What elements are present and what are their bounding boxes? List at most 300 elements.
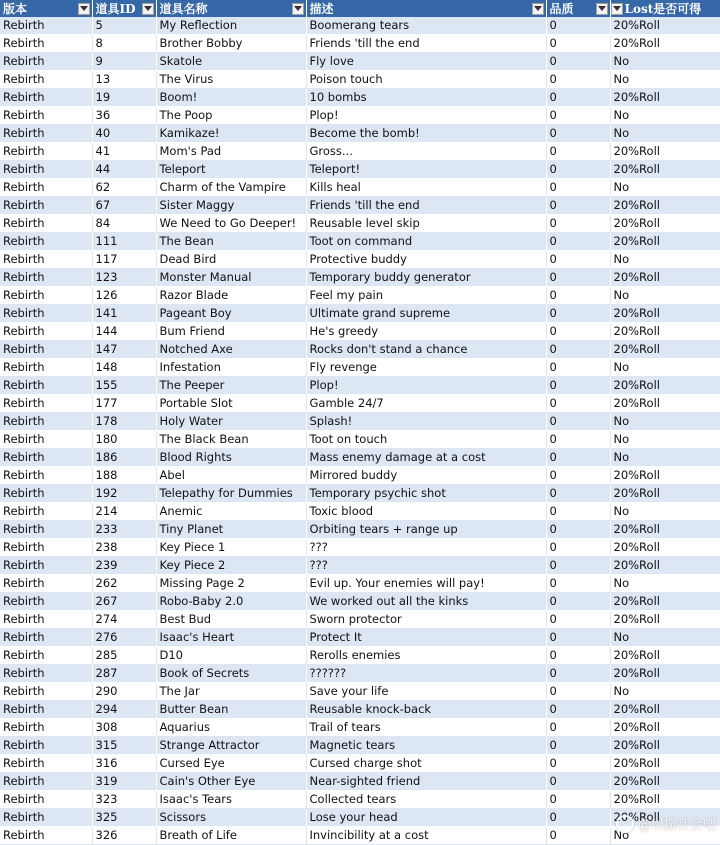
cell-item-id[interactable]: 123 bbox=[92, 269, 156, 287]
cell-version[interactable]: Rebirth bbox=[0, 215, 92, 233]
cell-item-id[interactable]: 177 bbox=[92, 395, 156, 413]
cell-quality[interactable]: 0 bbox=[546, 737, 610, 755]
cell-item-name[interactable]: Aquarius bbox=[156, 719, 306, 737]
cell-item-name[interactable]: Book of Secrets bbox=[156, 665, 306, 683]
cell-version[interactable]: Rebirth bbox=[0, 539, 92, 557]
cell-lost-available[interactable]: No bbox=[610, 629, 720, 647]
cell-lost-available[interactable]: 20%Roll bbox=[610, 809, 720, 827]
cell-lost-available[interactable]: 20%Roll bbox=[610, 377, 720, 395]
cell-item-id[interactable]: 267 bbox=[92, 593, 156, 611]
cell-quality[interactable]: 0 bbox=[546, 107, 610, 125]
cell-description[interactable]: Become the bomb! bbox=[306, 125, 546, 143]
filter-dropdown-icon[interactable] bbox=[142, 3, 154, 15]
cell-description[interactable]: Plop! bbox=[306, 107, 546, 125]
cell-item-id[interactable]: 41 bbox=[92, 143, 156, 161]
cell-lost-available[interactable]: 20%Roll bbox=[610, 719, 720, 737]
table-row[interactable] bbox=[0, 197, 720, 215]
cell-description[interactable]: ??? bbox=[306, 539, 546, 557]
cell-description[interactable]: Plop! bbox=[306, 377, 546, 395]
cell-version[interactable]: Rebirth bbox=[0, 665, 92, 683]
cell-item-id[interactable]: 155 bbox=[92, 377, 156, 395]
cell-item-id[interactable]: 178 bbox=[92, 413, 156, 431]
cell-item-id[interactable]: 44 bbox=[92, 161, 156, 179]
cell-version[interactable]: Rebirth bbox=[0, 179, 92, 197]
table-row[interactable] bbox=[0, 665, 720, 683]
cell-version[interactable]: Rebirth bbox=[0, 755, 92, 773]
cell-item-id[interactable]: 325 bbox=[92, 809, 156, 827]
cell-quality[interactable]: 0 bbox=[546, 215, 610, 233]
table-row[interactable] bbox=[0, 593, 720, 611]
cell-version[interactable]: Rebirth bbox=[0, 305, 92, 323]
cell-item-id[interactable]: 9 bbox=[92, 53, 156, 71]
cell-item-name[interactable]: The Jar bbox=[156, 683, 306, 701]
cell-item-id[interactable]: 285 bbox=[92, 647, 156, 665]
cell-description[interactable]: Lose your head bbox=[306, 809, 546, 827]
table-row[interactable] bbox=[0, 737, 720, 755]
cell-item-id[interactable]: 186 bbox=[92, 449, 156, 467]
cell-item-name[interactable]: Portable Slot bbox=[156, 395, 306, 413]
cell-quality[interactable]: 0 bbox=[546, 413, 610, 431]
cell-description[interactable]: Evil up. Your enemies will pay! bbox=[306, 575, 546, 593]
cell-item-name[interactable]: Dead Bird bbox=[156, 251, 306, 269]
cell-item-id[interactable]: 316 bbox=[92, 755, 156, 773]
cell-item-name[interactable]: The Black Bean bbox=[156, 431, 306, 449]
cell-lost-available[interactable]: 20%Roll bbox=[610, 521, 720, 539]
cell-version[interactable]: Rebirth bbox=[0, 521, 92, 539]
cell-lost-available[interactable]: No bbox=[610, 683, 720, 701]
cell-lost-available[interactable]: 20%Roll bbox=[610, 341, 720, 359]
cell-version[interactable]: Rebirth bbox=[0, 269, 92, 287]
table-row[interactable] bbox=[0, 755, 720, 773]
table-row[interactable] bbox=[0, 827, 720, 845]
cell-item-name[interactable]: Boom! bbox=[156, 89, 306, 107]
table-row[interactable] bbox=[0, 71, 720, 89]
cell-lost-available[interactable]: 20%Roll bbox=[610, 89, 720, 107]
cell-description[interactable]: 10 bombs bbox=[306, 89, 546, 107]
cell-lost-available[interactable]: No bbox=[610, 179, 720, 197]
cell-item-id[interactable]: 40 bbox=[92, 125, 156, 143]
cell-item-id[interactable]: 287 bbox=[92, 665, 156, 683]
cell-item-name[interactable]: Key Piece 2 bbox=[156, 557, 306, 575]
cell-version[interactable]: Rebirth bbox=[0, 611, 92, 629]
cell-lost-available[interactable]: No bbox=[610, 449, 720, 467]
cell-item-name[interactable]: The Virus bbox=[156, 71, 306, 89]
cell-lost-available[interactable]: 20%Roll bbox=[610, 665, 720, 683]
cell-quality[interactable]: 0 bbox=[546, 395, 610, 413]
table-row[interactable] bbox=[0, 305, 720, 323]
cell-item-id[interactable]: 274 bbox=[92, 611, 156, 629]
cell-description[interactable]: ??? bbox=[306, 557, 546, 575]
cell-version[interactable]: Rebirth bbox=[0, 287, 92, 305]
cell-item-name[interactable]: We Need to Go Deeper! bbox=[156, 215, 306, 233]
cell-version[interactable]: Rebirth bbox=[0, 107, 92, 125]
cell-item-name[interactable]: Infestation bbox=[156, 359, 306, 377]
cell-item-name[interactable]: Teleport bbox=[156, 161, 306, 179]
cell-version[interactable]: Rebirth bbox=[0, 593, 92, 611]
filter-dropdown-icon[interactable] bbox=[292, 3, 304, 15]
table-row[interactable] bbox=[0, 467, 720, 485]
cell-item-name[interactable]: Kamikaze! bbox=[156, 125, 306, 143]
cell-quality[interactable]: 0 bbox=[546, 89, 610, 107]
cell-item-id[interactable]: 214 bbox=[92, 503, 156, 521]
table-row[interactable] bbox=[0, 647, 720, 665]
cell-version[interactable]: Rebirth bbox=[0, 251, 92, 269]
table-row[interactable] bbox=[0, 809, 720, 827]
filter-dropdown-icon[interactable] bbox=[596, 3, 608, 15]
cell-description[interactable]: Reusable knock-back bbox=[306, 701, 546, 719]
cell-lost-available[interactable]: 20%Roll bbox=[610, 215, 720, 233]
cell-item-name[interactable]: Bum Friend bbox=[156, 323, 306, 341]
table-row[interactable] bbox=[0, 611, 720, 629]
table-row[interactable] bbox=[0, 359, 720, 377]
cell-item-name[interactable]: Skatole bbox=[156, 53, 306, 71]
cell-lost-available[interactable]: No bbox=[610, 125, 720, 143]
table-row[interactable] bbox=[0, 539, 720, 557]
cell-item-id[interactable]: 319 bbox=[92, 773, 156, 791]
cell-version[interactable]: Rebirth bbox=[0, 809, 92, 827]
cell-lost-available[interactable]: 20%Roll bbox=[610, 593, 720, 611]
cell-item-name[interactable]: Key Piece 1 bbox=[156, 539, 306, 557]
cell-lost-available[interactable]: 20%Roll bbox=[610, 737, 720, 755]
table-row[interactable] bbox=[0, 287, 720, 305]
cell-item-name[interactable]: Mom's Pad bbox=[156, 143, 306, 161]
cell-item-name[interactable]: Sister Maggy bbox=[156, 197, 306, 215]
cell-quality[interactable]: 0 bbox=[546, 521, 610, 539]
cell-version[interactable]: Rebirth bbox=[0, 395, 92, 413]
cell-version[interactable]: Rebirth bbox=[0, 449, 92, 467]
cell-lost-available[interactable]: 20%Roll bbox=[610, 773, 720, 791]
cell-quality[interactable]: 0 bbox=[546, 251, 610, 269]
cell-description[interactable]: Mass enemy damage at a cost bbox=[306, 449, 546, 467]
cell-version[interactable]: Rebirth bbox=[0, 701, 92, 719]
cell-lost-available[interactable]: 20%Roll bbox=[610, 143, 720, 161]
cell-item-id[interactable]: 117 bbox=[92, 251, 156, 269]
cell-item-id[interactable]: 323 bbox=[92, 791, 156, 809]
cell-lost-available[interactable]: No bbox=[610, 71, 720, 89]
table-row[interactable] bbox=[0, 521, 720, 539]
cell-item-id[interactable]: 148 bbox=[92, 359, 156, 377]
cell-quality[interactable]: 0 bbox=[546, 611, 610, 629]
filter-dropdown-icon[interactable] bbox=[611, 3, 623, 15]
cell-item-name[interactable]: Scissors bbox=[156, 809, 306, 827]
cell-lost-available[interactable]: No bbox=[610, 107, 720, 125]
cell-lost-available[interactable]: 20%Roll bbox=[610, 35, 720, 53]
table-row[interactable] bbox=[0, 377, 720, 395]
cell-description[interactable]: Friends 'till the end bbox=[306, 35, 546, 53]
cell-description[interactable]: Temporary psychic shot bbox=[306, 485, 546, 503]
cell-quality[interactable]: 0 bbox=[546, 665, 610, 683]
cell-quality[interactable]: 0 bbox=[546, 773, 610, 791]
cell-item-name[interactable]: Blood Rights bbox=[156, 449, 306, 467]
cell-lost-available[interactable]: 20%Roll bbox=[610, 647, 720, 665]
cell-version[interactable]: Rebirth bbox=[0, 53, 92, 71]
cell-version[interactable]: Rebirth bbox=[0, 197, 92, 215]
cell-quality[interactable]: 0 bbox=[546, 593, 610, 611]
cell-item-id[interactable]: 141 bbox=[92, 305, 156, 323]
cell-description[interactable]: Reusable level skip bbox=[306, 215, 546, 233]
table-row[interactable] bbox=[0, 35, 720, 53]
cell-item-name[interactable]: Missing Page 2 bbox=[156, 575, 306, 593]
cell-description[interactable]: Invincibility at a cost bbox=[306, 827, 546, 845]
cell-item-name[interactable]: Isaac's Tears bbox=[156, 791, 306, 809]
cell-version[interactable]: Rebirth bbox=[0, 503, 92, 521]
cell-description[interactable]: Collected tears bbox=[306, 791, 546, 809]
cell-item-name[interactable]: Butter Bean bbox=[156, 701, 306, 719]
cell-item-id[interactable]: 111 bbox=[92, 233, 156, 251]
cell-item-id[interactable]: 19 bbox=[92, 89, 156, 107]
cell-description[interactable]: Near-sighted friend bbox=[306, 773, 546, 791]
cell-item-id[interactable]: 238 bbox=[92, 539, 156, 557]
table-row[interactable] bbox=[0, 161, 720, 179]
cell-lost-available[interactable]: 20%Roll bbox=[610, 323, 720, 341]
table-row[interactable] bbox=[0, 629, 720, 647]
cell-item-name[interactable]: Abel bbox=[156, 467, 306, 485]
table-row[interactable] bbox=[0, 485, 720, 503]
table-row[interactable] bbox=[0, 125, 720, 143]
cell-version[interactable]: Rebirth bbox=[0, 71, 92, 89]
cell-item-name[interactable]: Cain's Other Eye bbox=[156, 773, 306, 791]
cell-description[interactable]: Splash! bbox=[306, 413, 546, 431]
table-row[interactable] bbox=[0, 575, 720, 593]
cell-item-name[interactable]: The Bean bbox=[156, 233, 306, 251]
cell-description[interactable]: Gamble 24/7 bbox=[306, 395, 546, 413]
cell-item-name[interactable]: Pageant Boy bbox=[156, 305, 306, 323]
cell-description[interactable]: Magnetic tears bbox=[306, 737, 546, 755]
table-row[interactable] bbox=[0, 683, 720, 701]
cell-quality[interactable]: 0 bbox=[546, 683, 610, 701]
cell-item-id[interactable]: 180 bbox=[92, 431, 156, 449]
cell-item-name[interactable]: D10 bbox=[156, 647, 306, 665]
cell-quality[interactable]: 0 bbox=[546, 197, 610, 215]
filter-dropdown-icon[interactable] bbox=[532, 3, 544, 15]
cell-version[interactable]: Rebirth bbox=[0, 125, 92, 143]
cell-quality[interactable]: 0 bbox=[546, 359, 610, 377]
cell-description[interactable]: Temporary buddy generator bbox=[306, 269, 546, 287]
cell-item-id[interactable]: 192 bbox=[92, 485, 156, 503]
cell-quality[interactable]: 0 bbox=[546, 755, 610, 773]
table-row[interactable] bbox=[0, 107, 720, 125]
cell-version[interactable]: Rebirth bbox=[0, 35, 92, 53]
cell-description[interactable]: Fly revenge bbox=[306, 359, 546, 377]
filter-dropdown-icon[interactable] bbox=[78, 3, 90, 15]
table-row[interactable] bbox=[0, 701, 720, 719]
cell-description[interactable]: Toot on command bbox=[306, 233, 546, 251]
table-row[interactable] bbox=[0, 179, 720, 197]
table-row[interactable] bbox=[0, 251, 720, 269]
cell-version[interactable]: Rebirth bbox=[0, 323, 92, 341]
cell-version[interactable]: Rebirth bbox=[0, 719, 92, 737]
cell-item-id[interactable]: 5 bbox=[92, 17, 156, 35]
cell-description[interactable]: Teleport! bbox=[306, 161, 546, 179]
cell-lost-available[interactable]: 20%Roll bbox=[610, 395, 720, 413]
cell-item-name[interactable]: Strange Attractor bbox=[156, 737, 306, 755]
cell-version[interactable]: Rebirth bbox=[0, 161, 92, 179]
cell-quality[interactable]: 0 bbox=[546, 467, 610, 485]
cell-lost-available[interactable]: 20%Roll bbox=[610, 611, 720, 629]
cell-lost-available[interactable]: No bbox=[610, 251, 720, 269]
cell-version[interactable]: Rebirth bbox=[0, 683, 92, 701]
cell-item-name[interactable]: Breath of Life bbox=[156, 827, 306, 845]
cell-version[interactable]: Rebirth bbox=[0, 485, 92, 503]
cell-item-id[interactable]: 276 bbox=[92, 629, 156, 647]
cell-item-name[interactable]: Monster Manual bbox=[156, 269, 306, 287]
table-row[interactable] bbox=[0, 431, 720, 449]
cell-item-name[interactable]: Notched Axe bbox=[156, 341, 306, 359]
cell-description[interactable]: We worked out all the kinks bbox=[306, 593, 546, 611]
cell-quality[interactable]: 0 bbox=[546, 557, 610, 575]
cell-version[interactable]: Rebirth bbox=[0, 467, 92, 485]
cell-quality[interactable]: 0 bbox=[546, 287, 610, 305]
table-row[interactable] bbox=[0, 17, 720, 35]
cell-lost-available[interactable]: 20%Roll bbox=[610, 701, 720, 719]
cell-item-id[interactable]: 13 bbox=[92, 71, 156, 89]
table-row[interactable] bbox=[0, 269, 720, 287]
cell-description[interactable]: He's greedy bbox=[306, 323, 546, 341]
cell-lost-available[interactable]: 20%Roll bbox=[610, 233, 720, 251]
cell-quality[interactable]: 0 bbox=[546, 431, 610, 449]
cell-version[interactable]: Rebirth bbox=[0, 143, 92, 161]
cell-quality[interactable]: 0 bbox=[546, 701, 610, 719]
cell-lost-available[interactable]: 20%Roll bbox=[610, 485, 720, 503]
cell-lost-available[interactable]: 20%Roll bbox=[610, 791, 720, 809]
cell-description[interactable]: Ultimate grand supreme bbox=[306, 305, 546, 323]
cell-item-name[interactable]: Telepathy for Dummies bbox=[156, 485, 306, 503]
cell-description[interactable]: Protect It bbox=[306, 629, 546, 647]
cell-lost-available[interactable]: No bbox=[610, 53, 720, 71]
cell-item-id[interactable]: 126 bbox=[92, 287, 156, 305]
cell-description[interactable]: Toot on touch bbox=[306, 431, 546, 449]
cell-quality[interactable]: 0 bbox=[546, 647, 610, 665]
table-row[interactable] bbox=[0, 89, 720, 107]
cell-version[interactable]: Rebirth bbox=[0, 359, 92, 377]
cell-quality[interactable]: 0 bbox=[546, 53, 610, 71]
cell-version[interactable]: Rebirth bbox=[0, 413, 92, 431]
cell-item-name[interactable]: Best Bud bbox=[156, 611, 306, 629]
table-row[interactable] bbox=[0, 449, 720, 467]
cell-item-name[interactable]: Charm of the Vampire bbox=[156, 179, 306, 197]
cell-lost-available[interactable]: 20%Roll bbox=[610, 161, 720, 179]
cell-quality[interactable]: 0 bbox=[546, 503, 610, 521]
cell-version[interactable]: Rebirth bbox=[0, 575, 92, 593]
cell-item-name[interactable]: Robo-Baby 2.0 bbox=[156, 593, 306, 611]
cell-item-id[interactable]: 326 bbox=[92, 827, 156, 845]
cell-lost-available[interactable]: No bbox=[610, 431, 720, 449]
cell-quality[interactable]: 0 bbox=[546, 629, 610, 647]
table-row[interactable] bbox=[0, 719, 720, 737]
cell-item-name[interactable]: Razor Blade bbox=[156, 287, 306, 305]
table-row[interactable] bbox=[0, 341, 720, 359]
cell-lost-available[interactable]: No bbox=[610, 287, 720, 305]
table-row[interactable] bbox=[0, 323, 720, 341]
cell-item-id[interactable]: 84 bbox=[92, 215, 156, 233]
cell-item-id[interactable]: 62 bbox=[92, 179, 156, 197]
cell-item-id[interactable]: 147 bbox=[92, 341, 156, 359]
cell-item-name[interactable]: Tiny Planet bbox=[156, 521, 306, 539]
cell-quality[interactable]: 0 bbox=[546, 809, 610, 827]
cell-quality[interactable]: 0 bbox=[546, 125, 610, 143]
cell-quality[interactable]: 0 bbox=[546, 323, 610, 341]
cell-version[interactable]: Rebirth bbox=[0, 737, 92, 755]
table-row[interactable] bbox=[0, 557, 720, 575]
cell-item-id[interactable]: 144 bbox=[92, 323, 156, 341]
table-row[interactable] bbox=[0, 53, 720, 71]
cell-item-id[interactable]: 36 bbox=[92, 107, 156, 125]
cell-description[interactable]: Rocks don't stand a chance bbox=[306, 341, 546, 359]
cell-quality[interactable]: 0 bbox=[546, 719, 610, 737]
cell-description[interactable]: Sworn protector bbox=[306, 611, 546, 629]
cell-version[interactable]: Rebirth bbox=[0, 233, 92, 251]
cell-version[interactable]: Rebirth bbox=[0, 557, 92, 575]
cell-item-id[interactable]: 67 bbox=[92, 197, 156, 215]
cell-quality[interactable]: 0 bbox=[546, 341, 610, 359]
cell-version[interactable]: Rebirth bbox=[0, 341, 92, 359]
cell-description[interactable]: Orbiting tears + range up bbox=[306, 521, 546, 539]
table-row[interactable] bbox=[0, 233, 720, 251]
cell-item-id[interactable]: 239 bbox=[92, 557, 156, 575]
cell-lost-available[interactable]: 20%Roll bbox=[610, 467, 720, 485]
cell-lost-available[interactable]: No bbox=[610, 575, 720, 593]
cell-lost-available[interactable]: 20%Roll bbox=[610, 557, 720, 575]
cell-description[interactable]: Poison touch bbox=[306, 71, 546, 89]
cell-item-name[interactable]: My Reflection bbox=[156, 17, 306, 35]
cell-item-name[interactable]: Holy Water bbox=[156, 413, 306, 431]
cell-lost-available[interactable]: 20%Roll bbox=[610, 197, 720, 215]
cell-item-name[interactable]: Brother Bobby bbox=[156, 35, 306, 53]
cell-lost-available[interactable]: No bbox=[610, 503, 720, 521]
cell-description[interactable]: Protective buddy bbox=[306, 251, 546, 269]
cell-description[interactable]: Gross... bbox=[306, 143, 546, 161]
cell-quality[interactable]: 0 bbox=[546, 377, 610, 395]
cell-quality[interactable]: 0 bbox=[546, 575, 610, 593]
cell-item-name[interactable]: Anemic bbox=[156, 503, 306, 521]
cell-description[interactable]: Toxic blood bbox=[306, 503, 546, 521]
cell-description[interactable]: Boomerang tears bbox=[306, 17, 546, 35]
cell-description[interactable]: Cursed charge shot bbox=[306, 755, 546, 773]
cell-version[interactable]: Rebirth bbox=[0, 377, 92, 395]
table-row[interactable] bbox=[0, 773, 720, 791]
cell-description[interactable]: Feel my pain bbox=[306, 287, 546, 305]
cell-item-id[interactable]: 290 bbox=[92, 683, 156, 701]
cell-quality[interactable]: 0 bbox=[546, 305, 610, 323]
cell-description[interactable]: Mirrored buddy bbox=[306, 467, 546, 485]
cell-item-name[interactable]: The Peeper bbox=[156, 377, 306, 395]
cell-description[interactable]: ?????? bbox=[306, 665, 546, 683]
cell-version[interactable]: Rebirth bbox=[0, 17, 92, 35]
cell-description[interactable]: Trail of tears bbox=[306, 719, 546, 737]
cell-item-id[interactable]: 8 bbox=[92, 35, 156, 53]
cell-lost-available[interactable]: No bbox=[610, 413, 720, 431]
cell-quality[interactable]: 0 bbox=[546, 35, 610, 53]
table-row[interactable] bbox=[0, 143, 720, 161]
cell-description[interactable]: Fly love bbox=[306, 53, 546, 71]
cell-version[interactable]: Rebirth bbox=[0, 827, 92, 845]
cell-lost-available[interactable]: 20%Roll bbox=[610, 539, 720, 557]
cell-lost-available[interactable]: No bbox=[610, 359, 720, 377]
cell-quality[interactable]: 0 bbox=[546, 17, 610, 35]
cell-quality[interactable]: 0 bbox=[546, 449, 610, 467]
cell-version[interactable]: Rebirth bbox=[0, 791, 92, 809]
cell-item-name[interactable]: Cursed Eye bbox=[156, 755, 306, 773]
cell-quality[interactable]: 0 bbox=[546, 485, 610, 503]
cell-quality[interactable]: 0 bbox=[546, 269, 610, 287]
cell-lost-available[interactable]: 20%Roll bbox=[610, 269, 720, 287]
cell-description[interactable]: Kills heal bbox=[306, 179, 546, 197]
table-row[interactable] bbox=[0, 791, 720, 809]
cell-quality[interactable]: 0 bbox=[546, 827, 610, 845]
cell-item-id[interactable]: 308 bbox=[92, 719, 156, 737]
cell-quality[interactable]: 0 bbox=[546, 179, 610, 197]
cell-lost-available[interactable]: 20%Roll bbox=[610, 755, 720, 773]
